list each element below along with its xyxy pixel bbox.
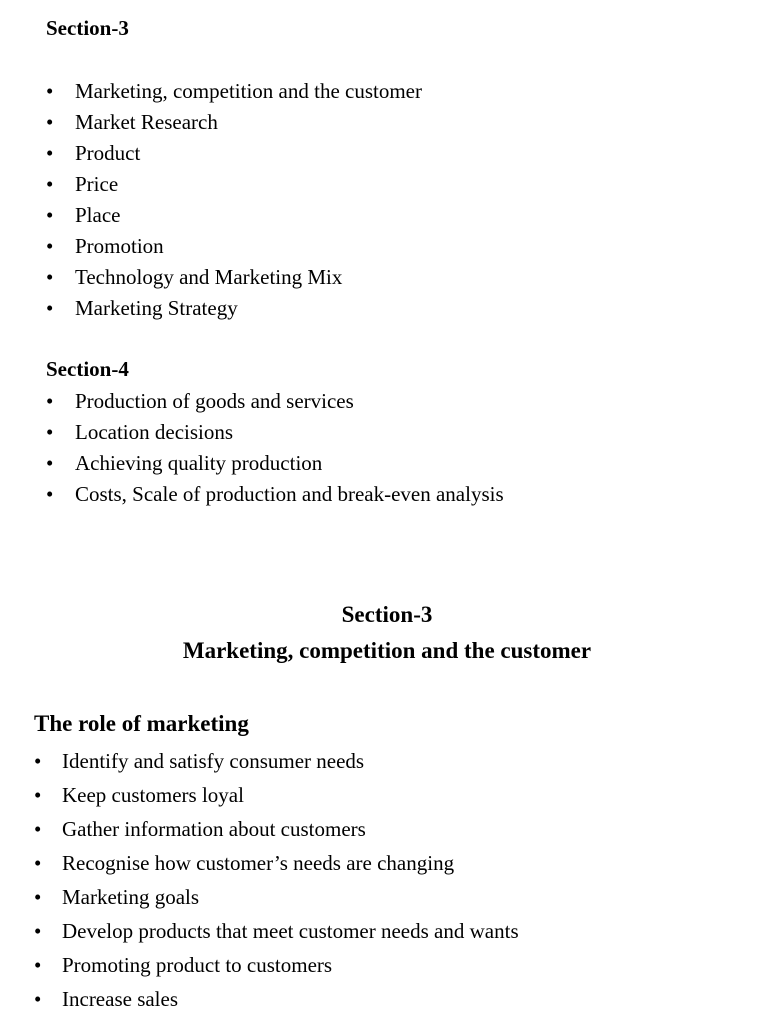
bullet-icon: • (46, 172, 54, 196)
bullet-icon: • (46, 296, 54, 320)
toc-section4-heading: Section-4 (46, 357, 129, 381)
bullet-icon: • (46, 265, 54, 289)
bullet-icon: • (34, 919, 42, 943)
toc-section3-heading: Section-3 (46, 16, 129, 40)
bullet-icon: • (46, 389, 54, 413)
bullet-icon: • (34, 953, 42, 977)
bullet-icon: • (46, 451, 54, 475)
bullet-icon: • (34, 783, 42, 807)
bullet-icon: • (34, 987, 42, 1011)
bullet-icon: • (34, 851, 42, 875)
bullet-icon: • (46, 141, 54, 165)
section-title: Section-3 (341, 602, 433, 627)
bullet-icon: • (46, 420, 54, 444)
bullet-icon: • (34, 749, 42, 773)
bullet-icon: • (34, 817, 42, 841)
bullet-icon: • (46, 110, 54, 134)
bullet-icon: • (34, 885, 42, 909)
bullet-icon: • (46, 234, 54, 258)
bullet-icon: • (46, 482, 54, 506)
bullet-icon: • (46, 79, 54, 103)
section-subtitle: Marketing, competition and the customer (182, 638, 592, 663)
document-page: Section-3 • Marketing, competition and the customer • Market Research • Product • Price • Place • Promotion • Technology and Marketing Mix • Marketing Strategy Section-4 • Production of goods and services • Location decisions • Achieving quality production • Costs, Scale of production and break-even analysis Section-3 Marketing, competition and the customer The role of marketing • Identify and satisfy consumer needs • Keep customers loyal • Gather information about customers • Recognise how customer’s needs are changing • Marketing goals • Develop products that meet customer needs and wants • Promoting product to customers • Increase sales (0, 0, 768, 1024)
bullet-icon: • (46, 203, 54, 227)
role-of-marketing-heading: The role of marketing (34, 711, 249, 736)
